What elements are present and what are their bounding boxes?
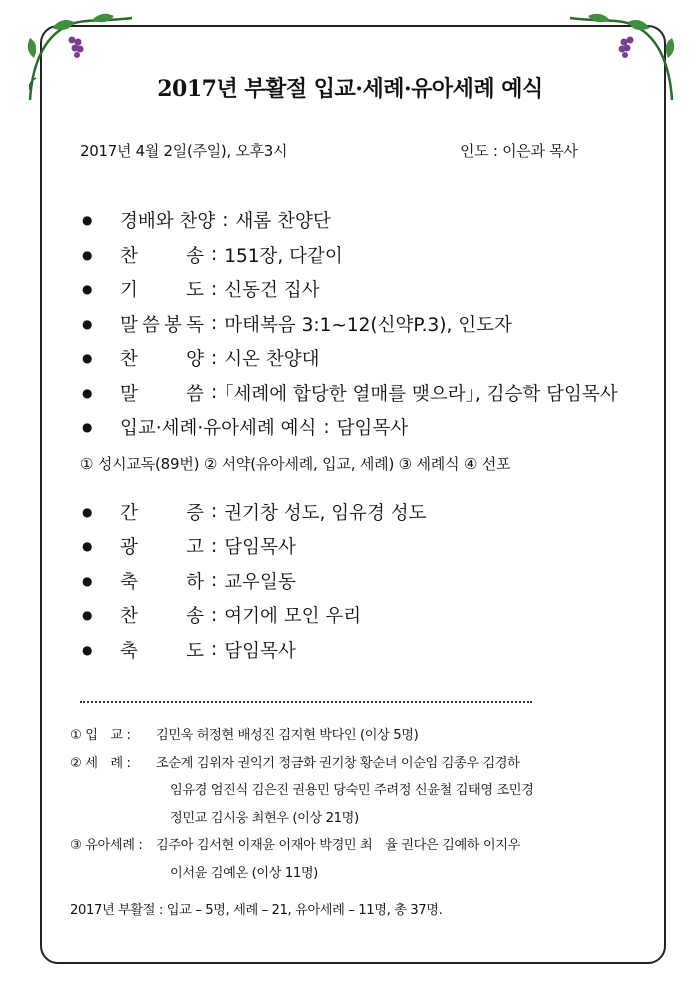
dotted-divider — [80, 701, 532, 703]
bullet-icon: ● — [82, 608, 93, 623]
order-item-label: 축 도 — [120, 640, 204, 662]
bullet-icon: ● — [82, 282, 93, 297]
bullet-icon: ● — [82, 539, 93, 554]
label-separator: : — [211, 570, 218, 592]
baptism-row-cont — [70, 775, 650, 803]
label-separator: : — [323, 416, 330, 438]
order-item-value: 담임목사 — [224, 537, 296, 559]
order-item — [78, 529, 678, 564]
order-item-value: 담임목사 — [336, 418, 409, 440]
confirmation-label: ① 입 교 : — [70, 728, 131, 744]
infant-baptism-row — [70, 830, 650, 858]
bullet-icon: ● — [82, 213, 93, 228]
order-item-label: 말 씀 봉 독 — [120, 314, 204, 336]
bullet-icon: ● — [82, 351, 93, 366]
order-item-label: 찬 양 — [120, 349, 204, 371]
infant-baptism-label: ③ 유아세례 : — [70, 838, 143, 854]
order-item-label: 기 도 — [120, 280, 204, 302]
order-item-value: 권기창 성도, 임유경 성도 — [224, 502, 427, 524]
order-item-value: 신동건 집사 — [224, 280, 320, 302]
bullet-icon: ● — [82, 642, 93, 657]
order-item-value: ｢세례에 합당한 열매를 맺으라｣, 김승학 담임목사 — [224, 383, 618, 405]
baptism-names-line: 정민교 김시웅 최현우 (이상 21명) — [170, 810, 359, 826]
order-item-label: 찬 송 — [120, 245, 204, 267]
order-item — [78, 495, 678, 530]
bullet-icon: ● — [82, 247, 93, 262]
label-separator: : — [211, 639, 218, 661]
baptism-row-cont — [70, 803, 650, 831]
confirmation-names: 김민욱 허정현 배성진 김지현 박다인 (이상 5명) — [156, 728, 419, 744]
order-item-value: 교우일동 — [224, 571, 296, 593]
label-separator: : — [222, 209, 229, 231]
order-item — [78, 238, 678, 273]
ceremony-sub-steps: ① 성시교독(89번) ② 서약(유아세례, 입교, 세례) ③ 세례식 ④ 선포 — [80, 455, 511, 473]
candidate-list — [70, 720, 650, 885]
order-item-label: 간 증 — [120, 502, 204, 524]
service-date: 2017년 4월 2일(주일), 오후3시 — [80, 142, 288, 160]
order-item — [78, 410, 678, 445]
order-item-label: 찬 송 — [120, 606, 204, 628]
order-item — [78, 598, 678, 633]
order-item — [78, 564, 678, 599]
label-separator: : — [211, 278, 218, 300]
baptism-names-line: 조순계 김위자 권익기 정금화 권기창 황순녀 이순임 김종우 김경하 — [156, 755, 520, 771]
label-separator: : — [211, 535, 218, 557]
order-item-value: 담임목사 — [224, 640, 296, 662]
label-separator: : — [211, 501, 218, 523]
baptism-row — [70, 748, 650, 776]
order-item-label: 축 하 — [120, 571, 204, 593]
label-separator: : — [211, 604, 218, 626]
label-separator: : — [211, 382, 218, 404]
order-item-value: 151장, 다같이 — [224, 245, 343, 267]
bullet-icon: ● — [82, 420, 93, 435]
bullet-icon: ● — [82, 316, 93, 331]
order-item — [78, 203, 678, 238]
order-item-value: 마태복음 3:1~12(신약P.3), 인도자 — [224, 314, 512, 336]
order-item — [78, 341, 678, 376]
order-item-label: 경배와 찬양 — [120, 211, 216, 233]
order-item-label: 광 고 — [120, 537, 204, 559]
order-item — [78, 376, 678, 411]
service-leader: 인도 : 이은과 목사 — [460, 142, 578, 160]
summary-line: 2017년 부활절 : 입교 – 5명, 세례 – 21, 유아세례 – 11명, 총 37명. — [70, 903, 443, 918]
order-of-service — [78, 203, 678, 667]
order-item — [78, 272, 678, 307]
infant-baptism-names-line: 김주아 김서현 이재윤 이재아 박경민 최 율 권다은 김예하 이지우 — [156, 838, 520, 854]
label-separator: : — [211, 244, 218, 266]
infant-baptism-row-cont — [70, 858, 650, 886]
order-item-label: 입교·세례·유아세례 예식 — [120, 418, 317, 440]
infant-baptism-names-line: 이서윤 김예온 (이상 11명) — [170, 865, 318, 881]
order-item-value: 시온 찬양대 — [224, 349, 320, 371]
order-item-label: 말 씀 — [120, 383, 204, 405]
bullet-icon: ● — [82, 573, 93, 588]
bullet-icon: ● — [82, 385, 93, 400]
order-item-value: 여기에 모인 우리 — [224, 606, 362, 628]
baptism-names-line: 임유경 엄진식 김은진 권용민 당숙민 주려정 신윤철 김태영 조민경 — [170, 783, 534, 799]
bullet-icon: ● — [82, 504, 93, 519]
order-item — [78, 307, 678, 342]
order-item — [78, 633, 678, 668]
order-item-value: 새롬 찬양단 — [235, 211, 331, 233]
page-title: 2017년 부활절 입교·세례·유아세례 예식 — [157, 76, 543, 102]
baptism-label: ② 세 례 : — [70, 755, 131, 771]
label-separator: : — [211, 313, 218, 335]
label-separator: : — [211, 347, 218, 369]
confirmation-row — [70, 720, 650, 748]
